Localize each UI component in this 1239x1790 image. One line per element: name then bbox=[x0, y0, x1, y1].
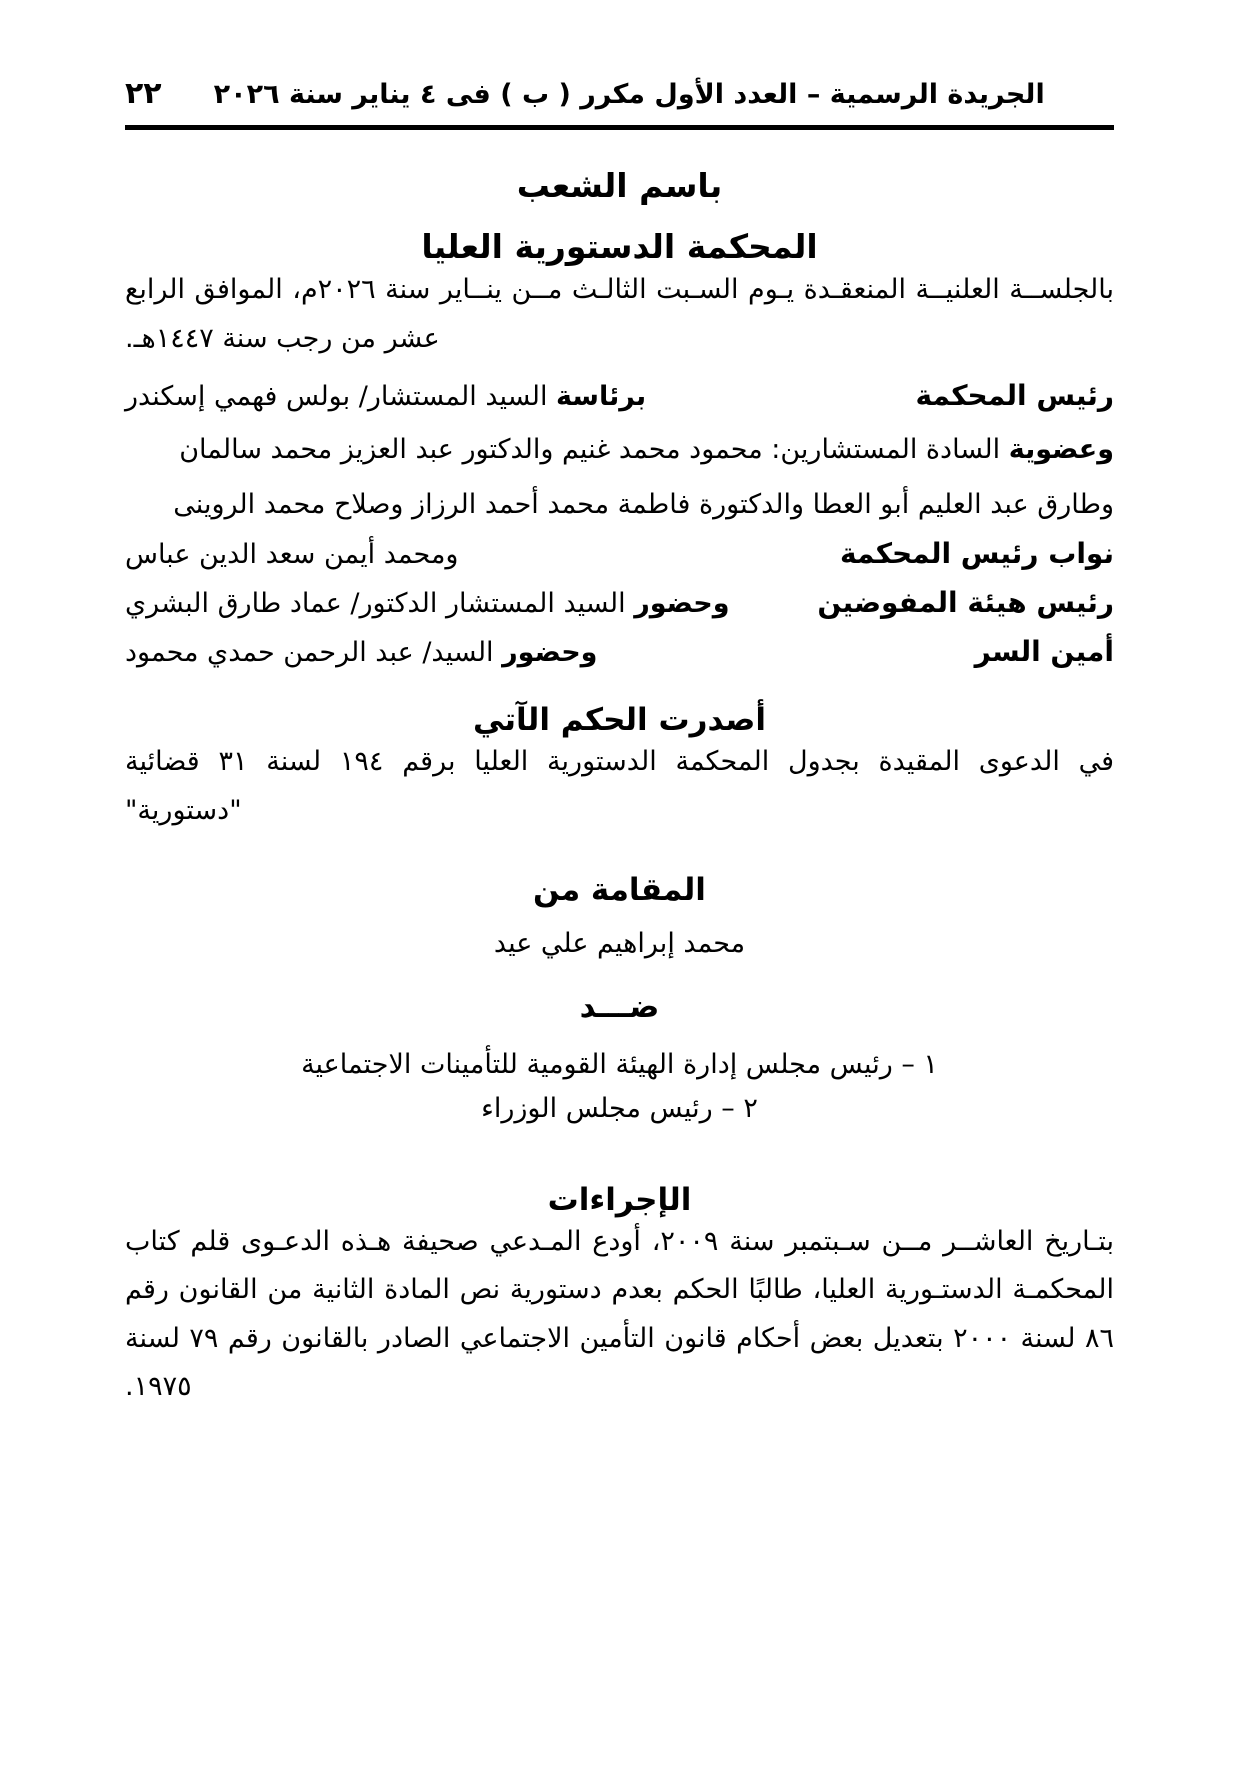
bench-name-president bbox=[125, 381, 646, 412]
bench-name-secretary bbox=[125, 637, 597, 668]
plaintiff-name: محمد إبراهيم علي عيد bbox=[493, 927, 746, 959]
procedures-paragraph: بتـاريخ العاشــر مــن سـبتمبر سنة ٢٠٠٩، أودع المـدعي صحيفة هـذه الدعـوى قلم كتاب المحكمـة الدستـورية العليا، طالبًا الحكم بعدم دستورية نص المادة الثانية من القانون رقم ٨٦ لسنة ٢٠٠٠ بتعديل بعض أحكام قانون التأمين الاجتماعي الصادر بالقانون رقم ٧٩ لسنة ١٩٧٥. bbox=[125, 1225, 1114, 1403]
list-item: ١ – رئيس مجلس إدارة الهيئة القومية للتأمينات الاجتماعية bbox=[301, 1048, 938, 1080]
bench-membership-line-1 bbox=[125, 426, 1114, 475]
bench-membership-line-2: وطارق عبد العليم أبو العطا والدكتورة فاطمة محمد أحمد الرزاز وصلاح محمد الروينى bbox=[173, 488, 1114, 520]
page-number: ٢٢ bbox=[125, 76, 162, 111]
role-head-of-commissioners: رئيس هيئة المفوضين bbox=[817, 586, 1114, 620]
page-content bbox=[125, 76, 1114, 1412]
bench-row-president bbox=[125, 379, 1114, 412]
role-court-president: رئيس المحكمة bbox=[915, 379, 1114, 413]
heading-filed-by: المقامة من bbox=[533, 871, 706, 908]
role-secretary: أمين السر bbox=[974, 635, 1114, 669]
heading-issued-judgment: أصدرت الحكم الآتي bbox=[473, 702, 766, 739]
president-full-name: السيد المستشار/ بولس فهمي إسكندر bbox=[125, 381, 557, 413]
membership-names-part-3: ومحمد أيمن سعد الدين عباس bbox=[125, 539, 459, 571]
respondents-list bbox=[125, 1043, 1114, 1132]
bench-row-secretary bbox=[125, 635, 1114, 668]
lead-word-presided: برئاسة bbox=[556, 381, 647, 413]
role-vice-presidents: نواب رئيس المحكمة bbox=[839, 537, 1114, 571]
header-divider-rule bbox=[125, 125, 1114, 130]
bench-row-commissioners-head bbox=[125, 586, 1114, 619]
list-item: ٢ – رئيس مجلس الوزراء bbox=[481, 1093, 758, 1125]
commissioners-head-full-name: السيد المستشار الدكتور/ عماد طارق البشري bbox=[125, 588, 635, 620]
session-line-1: بالجلســة العلنيــة المنعقـدة يـوم السـبت الثالـث مــن ينــاير سنة ٢٠٢٦م، bbox=[292, 274, 1114, 305]
session-paragraph bbox=[125, 266, 1114, 363]
heading-procedures: الإجراءات bbox=[547, 1181, 692, 1218]
bench-row-vice-presidents bbox=[125, 537, 1114, 570]
membership-names-part-1: السادة المستشارين: محمود محمد غنيم والدكتور عبد العزيز محمد سالمان bbox=[179, 434, 1009, 466]
session-line-2: الموافق الرابع عشر من رجب سنة ١٤٤٧هـ. bbox=[125, 274, 440, 354]
running-header bbox=[125, 76, 1114, 111]
bench-name-commissioners-head bbox=[125, 588, 730, 619]
gazette-issue-line: الجريدة الرسمية – العدد الأول مكرر ( ب ) فى ٤ يناير سنة ٢٠٢٦ bbox=[213, 79, 1045, 110]
title-court-name: المحكمة الدستورية العليا bbox=[421, 227, 818, 266]
title-in-the-name-of-the-people: باسم الشعب bbox=[516, 166, 723, 205]
heading-against: ضـــد bbox=[579, 988, 660, 1025]
lead-word-attendance-2: وحضور bbox=[502, 637, 598, 669]
secretary-full-name: السيد/ عبد الرحمن حمدي محمود bbox=[125, 637, 503, 669]
lead-word-attendance-1: وحضور bbox=[634, 588, 730, 620]
lead-word-membership: وعضوية bbox=[1008, 434, 1114, 466]
case-registration-text: في الدعوى المقيدة بجدول المحكمة الدستورية العليا برقم ١٩٤ لسنة ٣١ قضائية "دستورية" bbox=[125, 746, 1114, 826]
